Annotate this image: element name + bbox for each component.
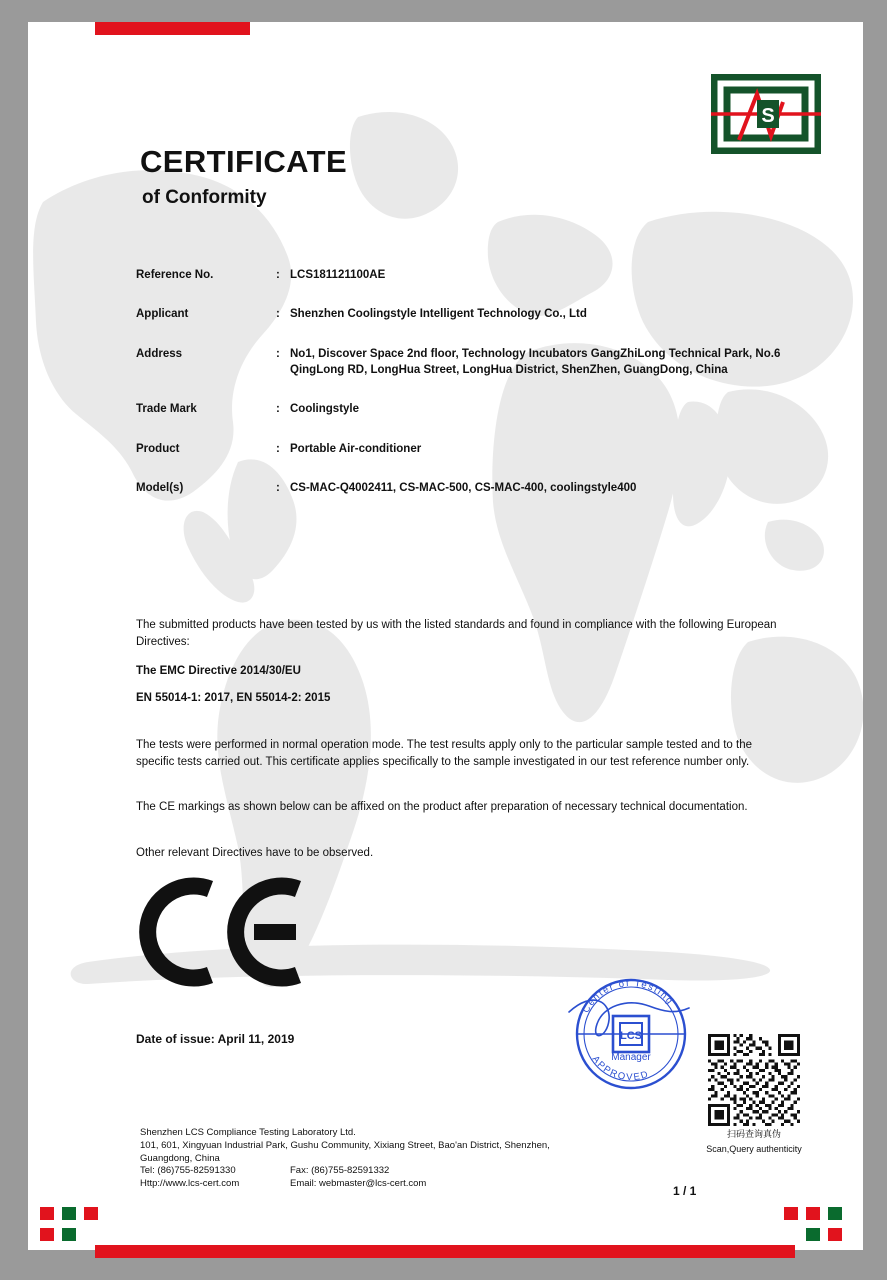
corner-square — [806, 1228, 820, 1241]
qr-caption-cn: 扫码查询真伪 — [726, 1129, 781, 1139]
footer-company: Shenzhen LCS Compliance Testing Laboratory Ltd. — [140, 1127, 356, 1138]
footer-block — [140, 1127, 550, 1191]
svg-text:Manager: Manager — [611, 1052, 651, 1063]
lcs-logo-icon — [711, 74, 821, 154]
corner-square — [62, 1228, 76, 1241]
corner-square — [828, 1228, 842, 1241]
field-colon: : — [276, 269, 280, 281]
field-row — [136, 346, 796, 379]
field-label: Product — [136, 442, 180, 455]
standards-text: EN 55014-1: 2017, EN 55014-2: 2015 — [136, 692, 331, 704]
footer-address-2: Guangdong, China — [140, 1152, 220, 1164]
field-label: Applicant — [136, 308, 189, 321]
ce-marking-text: The CE markings as shown below can be affixed on the product after preparation of necessary technical documentation. — [136, 801, 748, 813]
footer-email[interactable]: Email: webmaster@lcs-cert.com — [290, 1178, 427, 1190]
qr-block — [708, 1034, 808, 1155]
field-value: CS-MAC-Q4002411, CS-MAC-500, CS-MAC-400, coolingstyle400 — [290, 481, 637, 494]
certificate-fields — [136, 267, 796, 519]
footer-tel: Tel: (86)755-82591330 — [140, 1165, 236, 1177]
certificate-sheet — [28, 22, 863, 1250]
field-row — [136, 401, 796, 417]
field-value: Shenzhen Coolingstyle Intelligent Technology Co., Ltd — [290, 308, 587, 321]
field-colon: : — [276, 481, 280, 494]
field-colon: : — [276, 442, 280, 455]
top-red-bar — [95, 22, 250, 35]
field-colon: : — [276, 403, 280, 416]
svg-text:LCS: LCS — [620, 1030, 642, 1042]
corner-square — [828, 1207, 842, 1220]
corner-square — [784, 1207, 798, 1220]
field-value: No1, Discover Space 2nd floor, Technology Incubators GangZhiLong Technical Park, No.6 QingLong RD, LongHua Street, LongHua District, ShenZhen, GuangDong, China — [290, 347, 781, 376]
field-label: Trade Mark — [136, 403, 197, 416]
field-row — [136, 306, 796, 322]
page-subtitle: of Conformity — [142, 187, 267, 208]
footer-website[interactable]: Http://www.lcs-cert.com — [140, 1178, 240, 1190]
test-conditions-text: The tests were performed in normal operation mode. The test results apply only to the particular sample tested and to the specific tests carried out. This certificate applies specifically to the sample investigated in our test reference number only. — [136, 739, 753, 769]
field-row — [136, 480, 796, 496]
svg-text:S: S — [761, 105, 775, 127]
corner-square — [40, 1228, 54, 1241]
directive-text: The EMC Directive 2014/30/EU — [136, 665, 301, 677]
field-colon: : — [276, 308, 280, 321]
field-value: LCS181121100AE — [290, 269, 386, 281]
field-value: Coolingstyle — [290, 403, 360, 416]
field-label: Model(s) — [136, 481, 184, 494]
issue-date: Date of issue: April 11, 2019 — [136, 1032, 295, 1046]
footer-address-1: 101, 601, Xingyuan Industrial Park, Gushu Community, Xixiang Street, Bao'an District, Shenzhen, — [140, 1139, 550, 1151]
field-label: Address — [136, 347, 183, 360]
footer-fax: Fax: (86)755-82591332 — [290, 1165, 390, 1177]
svg-text:APPROVED: APPROVED — [589, 1053, 651, 1084]
page-title: CERTIFICATE — [140, 144, 348, 179]
approval-stamp — [553, 972, 708, 1097]
other-directives-text: Other relevant Directives have to be observed. — [136, 847, 374, 859]
corner-square — [40, 1207, 54, 1220]
corner-square — [84, 1207, 98, 1220]
svg-text:Center of Testing: Center of Testing — [580, 977, 676, 1016]
field-label: Reference No. — [136, 269, 214, 281]
corner-square — [62, 1207, 76, 1220]
field-value: Portable Air-conditioner — [290, 442, 422, 455]
field-row — [136, 267, 796, 283]
ce-mark-icon — [138, 877, 308, 987]
corner-square — [806, 1207, 820, 1220]
page-number: 1 / 1 — [673, 1184, 697, 1198]
qr-caption-en: Scan,Query authenticity — [706, 1143, 802, 1154]
field-colon: : — [276, 347, 280, 360]
bottom-red-bar — [95, 1245, 795, 1258]
field-row — [136, 441, 796, 457]
compliance-intro-text: The submitted products have been tested by us with the listed standards and found in compliance with the following European Directives: — [136, 619, 777, 649]
qr-code-icon — [708, 1034, 800, 1126]
